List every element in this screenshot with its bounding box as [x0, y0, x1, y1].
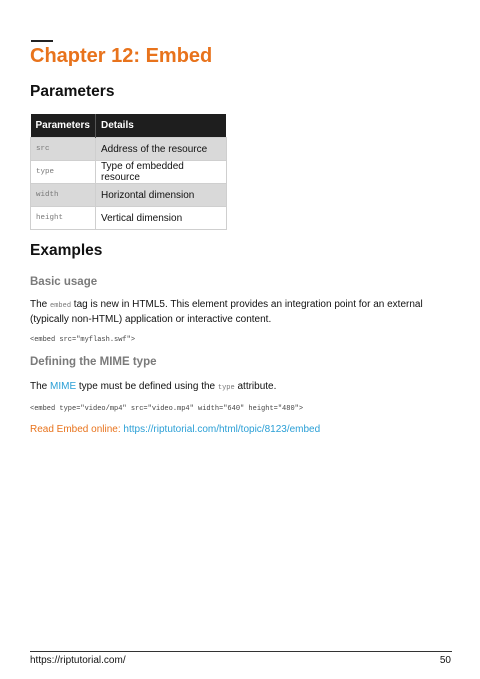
parameters-heading: Parameters	[30, 83, 115, 100]
read-online-label: Read Embed online:	[30, 424, 124, 435]
paragraph-text: tag is new in HTML5. This element provides an integration point for an external (typically non-HTML) application or interactive content.	[30, 299, 423, 325]
footer-rule	[30, 651, 452, 652]
page-number: 50	[439, 655, 451, 666]
table-row	[31, 207, 227, 230]
mime-type-heading: Defining the MIME type	[30, 356, 157, 368]
paragraph-text: type must be defined using the	[76, 381, 218, 392]
code-block: <embed src="myflash.swf">	[30, 336, 136, 344]
table-row	[31, 161, 227, 184]
column-header-parameters: Parameters	[31, 114, 96, 138]
chapter-title: Chapter 12: Embed	[30, 45, 213, 67]
param-name: height	[31, 207, 96, 230]
basic-usage-paragraph	[30, 298, 450, 327]
mime-link[interactable]: MIME	[50, 381, 77, 392]
footer-url[interactable]: https://riptutorial.com/	[30, 655, 126, 666]
param-detail: Horizontal dimension	[95, 184, 226, 207]
inline-code: embed	[50, 302, 72, 310]
code-block: <embed type="video/mp4" src="video.mp4" width="640" height="480">	[30, 405, 304, 413]
basic-usage-heading: Basic usage	[30, 276, 98, 288]
inline-code: type	[217, 384, 235, 392]
parameters-table	[30, 114, 227, 230]
param-detail: Type of embedded resource	[95, 161, 226, 184]
table-row	[31, 184, 227, 207]
table-row	[31, 138, 227, 161]
examples-heading: Examples	[30, 242, 103, 259]
mime-paragraph	[30, 380, 450, 395]
param-detail: Address of the resource	[95, 138, 226, 161]
param-name: width	[31, 184, 96, 207]
param-name: type	[31, 161, 96, 184]
param-detail: Vertical dimension	[95, 207, 226, 230]
param-name: src	[31, 138, 96, 161]
column-header-details: Details	[95, 114, 226, 138]
paragraph-text: The	[30, 381, 51, 392]
read-online-link[interactable]: https://riptutorial.com/html/topic/8123/embed	[123, 424, 321, 435]
paragraph-text: attribute.	[234, 381, 277, 392]
title-rule	[31, 40, 53, 42]
paragraph-text: The	[30, 299, 51, 310]
read-online-line	[30, 423, 450, 437]
table-header-row	[31, 114, 227, 138]
